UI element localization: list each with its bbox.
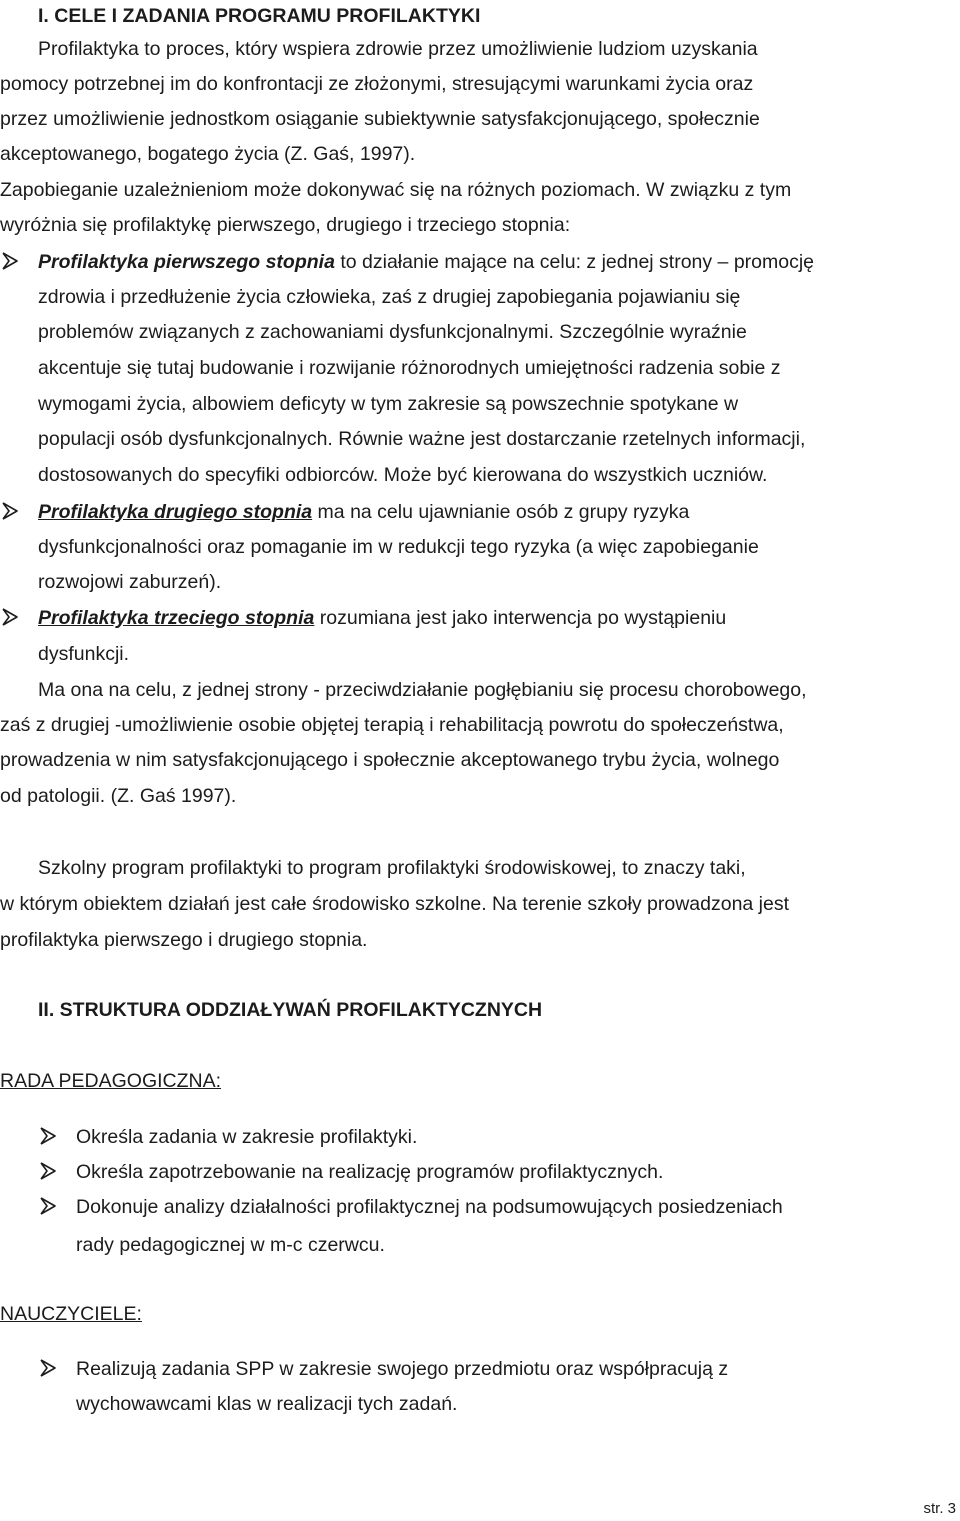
rada-item: Określa zadania w zakresie profilaktyki. [76, 1126, 418, 1148]
rada-item: Określa zapotrzebowanie na realizację programów profilaktycznych. [76, 1161, 664, 1183]
page-number: str. 3 [923, 1500, 956, 1517]
item-1-line: akcentuje się tutaj budowanie i rozwijanie różnorodnych umiejętności radzenia sobie z [38, 357, 781, 379]
item-2-term: Profilaktyka drugiego stopnia [38, 501, 313, 523]
para-after-line: od patologii. (Z. Gaś 1997). [0, 785, 237, 807]
item-2-line: dysfunkcjonalności oraz pomaganie im w redukcji tego ryzyka (a więc zapobieganie [38, 536, 759, 558]
item-1-line: populacji osób dysfunkcjonalnych. Równie ważne jest dostarczanie rzetelnych informacji, [38, 428, 806, 450]
rada-pedagogiczna-label: RADA PEDAGOGICZNA: [0, 1070, 222, 1092]
nauczyciele-item-continuation: wychowawcami klas w realizacji tych zadań. [76, 1393, 458, 1415]
section-2-heading: II. STRUKTURA ODDZIAŁYWAŃ PROFILAKTYCZNYCH [38, 999, 543, 1021]
school-para-line: profilaktyka pierwszego i drugiego stopnia. [0, 929, 368, 951]
item-2-rest: ma na celu ujawnianie osób z grupy ryzyka [312, 501, 690, 523]
intro-line-3: przez umożliwienie jednostkom osiąganie subiektywnie satysfakcjonującego, społecznie [0, 108, 760, 130]
arrow-bullet-icon [38, 1125, 58, 1147]
rada-item-continuation: rady pedagogicznej w m-c czerwcu. [76, 1234, 385, 1256]
intro-line-5: Zapobieganie uzależnieniom może dokonywać się na różnych poziomach. W związku z tym [0, 179, 792, 201]
item-3-rest: rozumiana jest jako interwencja po wystąpieniu [314, 607, 727, 629]
rada-item: Dokonuje analizy działalności profilaktycznej na podsumowujących posiedzeniach [76, 1196, 783, 1218]
item-1-line: zdrowia i przedłużenie życia człowieka, zaś z drugiej zapobiegania pojawianiu się [38, 286, 741, 308]
item-2-first-line [38, 500, 689, 524]
item-1-line: dostosowanych do specyfiki odbiorców. Może być kierowana do wszystkich uczniów. [38, 464, 768, 486]
arrow-bullet-icon [0, 606, 20, 628]
school-para-line: Szkolny program profilaktyki to program profilaktyki środowiskowej, to znaczy taki, [38, 857, 746, 879]
nauczyciele-label: NAUCZYCIELE: [0, 1303, 142, 1325]
item-3-term: Profilaktyka trzeciego stopnia [38, 607, 315, 629]
item-1-line: problemów związanych z zachowaniami dysfunkcjonalnymi. Szczególnie wyraźnie [38, 321, 747, 343]
item-1-line: wymogami życia, albowiem deficyty w tym zakresie są powszechnie spotykane w [38, 393, 739, 415]
para-after-line: zaś z drugiej -umożliwienie osobie objętej terapią i rehabilitacją powrotu do społeczeństwa, [0, 714, 784, 736]
intro-line-4: akceptowanego, bogatego życia (Z. Gaś, 1997). [0, 143, 416, 165]
intro-line-6: wyróżnia się profilaktykę pierwszego, drugiego i trzeciego stopnia: [0, 214, 571, 236]
item-1-first-line [38, 250, 814, 274]
item-3-line: dysfunkcji. [38, 643, 130, 665]
item-1-rest: to działanie mające na celu: z jednej strony – promocję [334, 251, 815, 273]
para-after-line: Ma ona na celu, z jednej strony - przeciwdziałanie pogłębianiu się procesu chorobowego, [38, 679, 807, 701]
arrow-bullet-icon [38, 1195, 58, 1217]
arrow-bullet-icon [0, 250, 20, 272]
intro-line-2: pomocy potrzebnej im do konfrontacji ze złożonymi, stresującymi warunkami życia oraz [0, 73, 754, 95]
school-para-line: w którym obiektem działań jest całe środowisko szkolne. Na terenie szkoły prowadzona jest [0, 893, 790, 915]
section-1-heading: I. CELE I ZADANIA PROGRAMU PROFILAKTYKI [38, 5, 481, 27]
item-2-line: rozwojowi zaburzeń). [38, 571, 222, 593]
item-3-first-line [38, 606, 726, 630]
nauczyciele-item: Realizują zadania SPP w zakresie swojego przedmiotu oraz współpracują z [76, 1358, 729, 1380]
arrow-bullet-icon [38, 1357, 58, 1379]
arrow-bullet-icon [0, 500, 20, 522]
item-1-term: Profilaktyka pierwszego stopnia [38, 251, 335, 273]
intro-line-1: Profilaktyka to proces, który wspiera zdrowie przez umożliwienie ludziom uzyskania [38, 38, 758, 60]
arrow-bullet-icon [38, 1160, 58, 1182]
para-after-line: prowadzenia w nim satysfakcjonującego i społecznie akceptowanego trybu życia, wolnego [0, 749, 780, 771]
